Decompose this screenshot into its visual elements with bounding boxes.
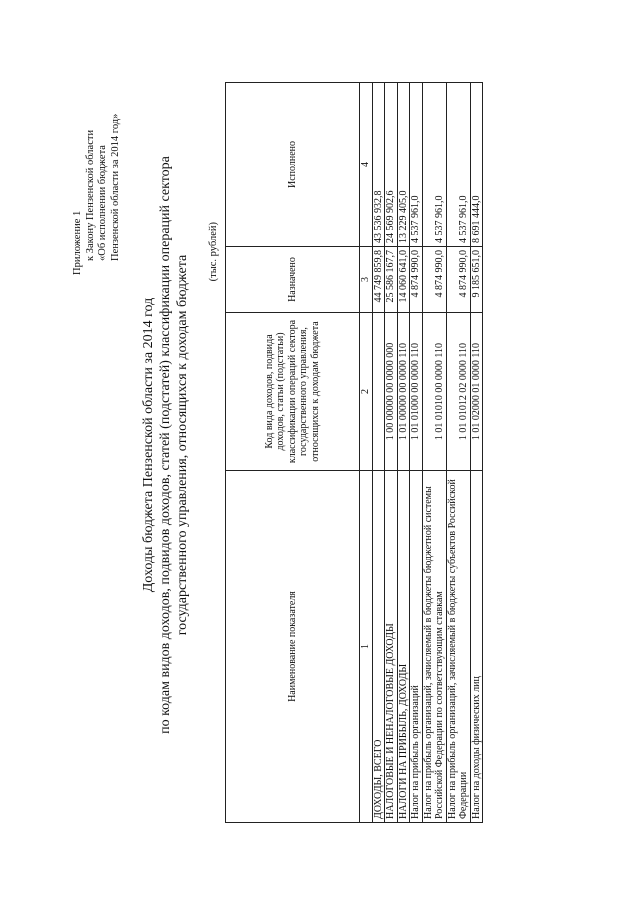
row-executed: 8 691 444,0 — [470, 83, 483, 247]
row-assigned: 14 060 641,0 — [397, 247, 410, 313]
table-row — [446, 83, 470, 823]
row-executed: 24 569 902,6 — [385, 83, 398, 247]
title-line: Доходы бюджета Пензенской области за 2014 год — [141, 297, 156, 593]
title-line: государственного управления, относящихся к доходам бюджета — [175, 254, 190, 636]
row-name: НАЛОГОВЫЕ И НЕНАЛОГОВЫЕ ДОХОДЫ — [385, 471, 398, 823]
units-label: (тыс. рублей) — [208, 222, 219, 282]
row-code: 1 00 00000 00 0000 000 — [385, 313, 398, 471]
row-code: 1 01 02000 01 0000 110 — [470, 313, 483, 471]
row-executed: 4 537 961,0 — [410, 83, 423, 247]
row-name: Налог на прибыль организаций, зачисляемый в бюджеты субъектов Российской Федерации — [446, 471, 470, 823]
column-number: 3 — [360, 247, 373, 313]
row-name: Налог на прибыль организаций — [410, 471, 423, 823]
appendix-line: Приложение 1 — [72, 210, 83, 275]
title-line: по кодам видов доходов, подвидов доходов, статей (подстатей) классификации операций сектора — [158, 156, 173, 734]
row-executed: 4 537 961,0 — [422, 83, 446, 247]
row-assigned: 4 874 990,0 — [422, 247, 446, 313]
row-assigned: 44 749 859,8 — [372, 247, 385, 313]
table-row — [385, 83, 398, 823]
appendix-line: «Об исполнении бюджета — [97, 145, 108, 261]
header-name: Наименование показателя — [226, 471, 360, 823]
table-row — [422, 83, 446, 823]
row-assigned: 4 874 990,0 — [410, 247, 423, 313]
row-code: 1 01 01010 00 0000 110 — [422, 313, 446, 471]
header-assigned: Назначено — [226, 247, 360, 313]
row-code — [372, 313, 385, 471]
header-code: Код вида доходов, подвида доходов, статьи (подстатьи) классификации операций сектора государственного управления, относящихся к доходам бюджета — [226, 313, 360, 471]
column-number: 4 — [360, 83, 373, 247]
row-name: НАЛОГИ НА ПРИБЫЛЬ, ДОХОДЫ — [397, 471, 410, 823]
column-number-row — [360, 83, 373, 823]
row-executed: 4 537 961,0 — [446, 83, 470, 247]
row-name: ДОХОДЫ, ВСЕГО — [372, 471, 385, 823]
column-number: 1 — [360, 471, 373, 823]
column-number: 2 — [360, 313, 373, 471]
appendix-line: Пензенской области за 2014 год» — [109, 113, 121, 261]
row-code: 1 01 00000 00 0000 110 — [397, 313, 410, 471]
row-assigned: 25 586 167,7 — [385, 247, 398, 313]
row-code: 1 01 01012 02 0000 110 — [446, 313, 470, 471]
appendix-note — [72, 114, 122, 275]
row-name: Налог на прибыль организаций, зачисляемый в бюджеты бюджетной системы Российской Федерации по соответствующим ставкам — [422, 471, 446, 823]
header-executed: Исполнено — [226, 83, 360, 247]
table-row — [397, 83, 410, 823]
row-executed: 43 536 932,8 — [372, 83, 385, 247]
table-header-row — [226, 83, 360, 823]
row-assigned: 9 185 651,0 — [470, 247, 483, 313]
table-row — [372, 83, 385, 823]
table-row — [470, 83, 483, 823]
revenue-table — [225, 82, 483, 823]
appendix-line: к Закону Пензенской области — [84, 129, 96, 261]
row-assigned: 4 874 990,0 — [446, 247, 470, 313]
row-executed: 13 229 405,0 — [397, 83, 410, 247]
row-name: Налог на доходы физических лиц — [470, 471, 483, 823]
document-title — [140, 45, 191, 845]
table-row — [410, 83, 423, 823]
row-code: 1 01 01000 00 0000 110 — [410, 313, 423, 471]
